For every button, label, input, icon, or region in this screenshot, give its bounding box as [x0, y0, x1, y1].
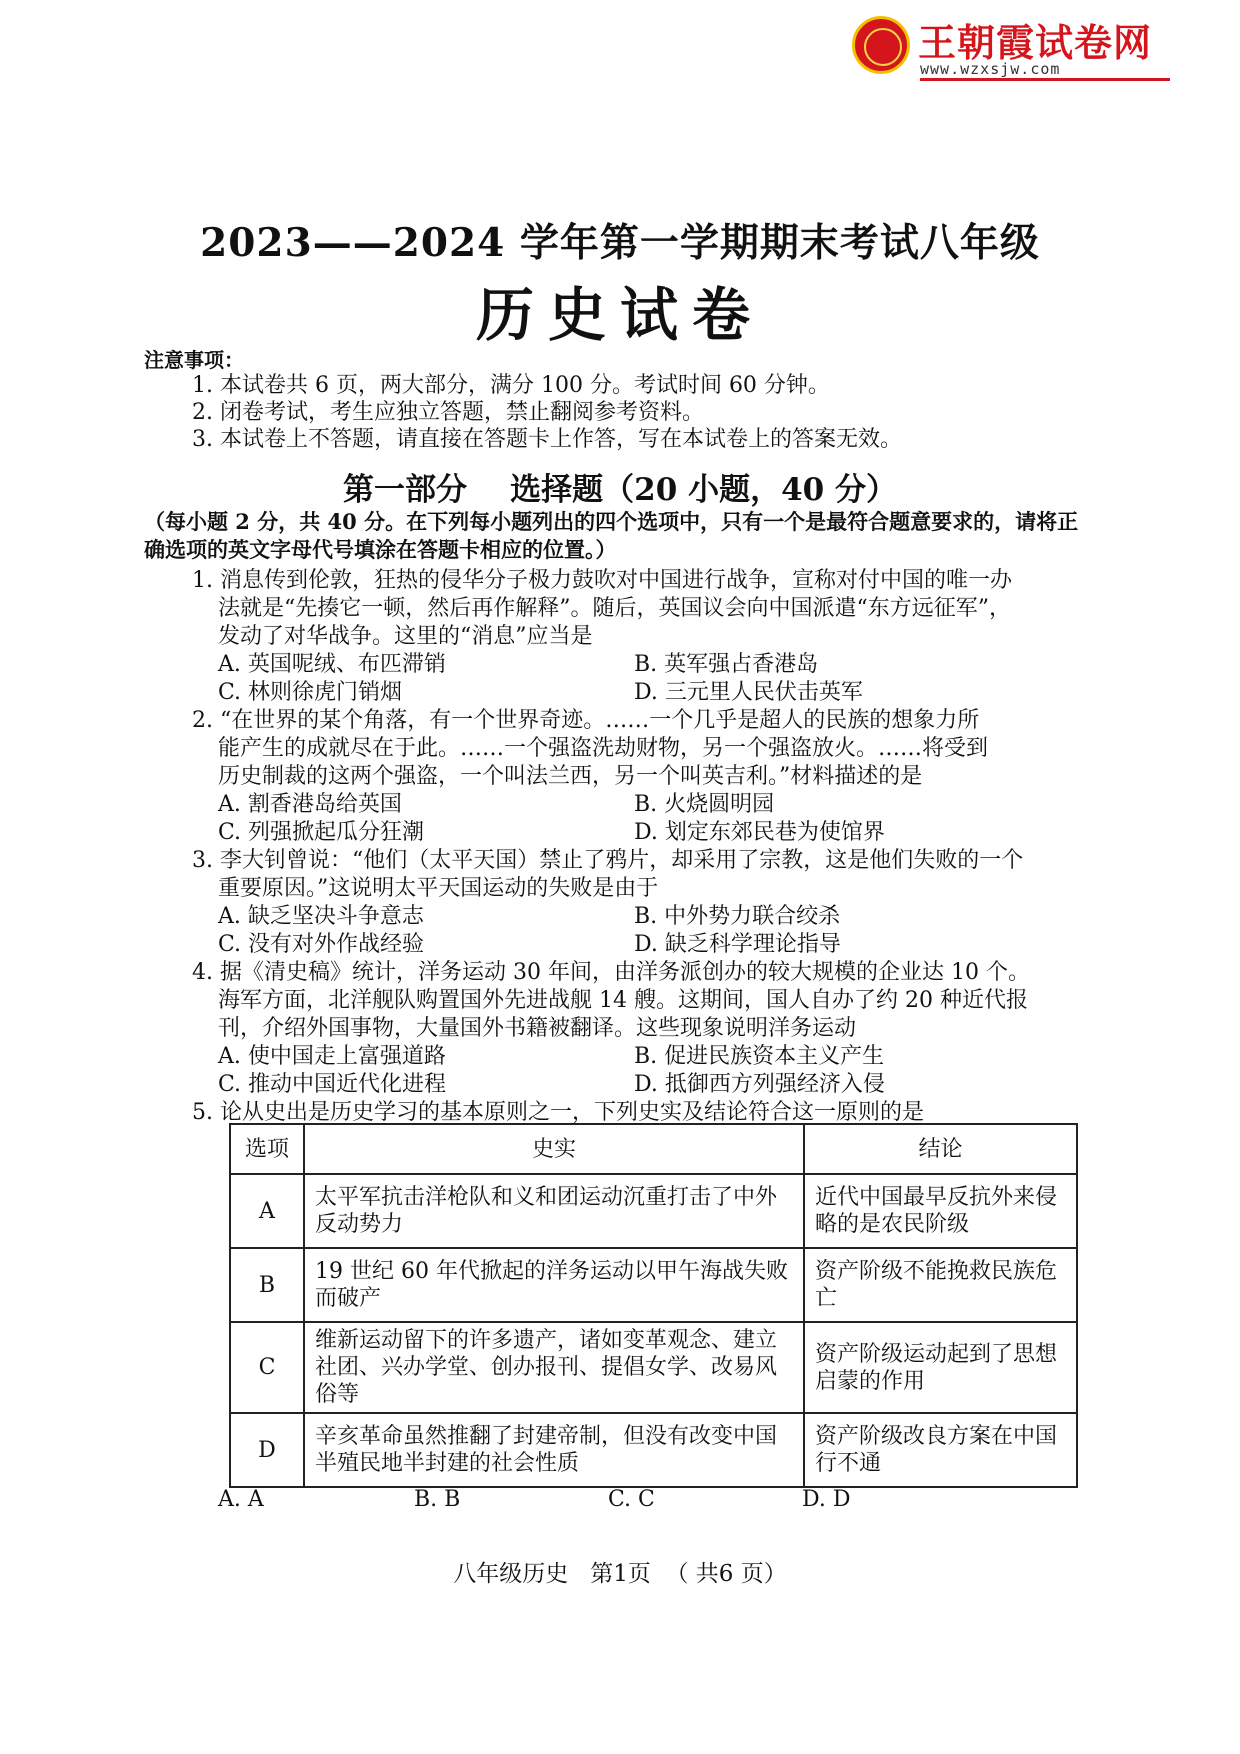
question-4-option-c: C. 推动中国近代化进程: [218, 1072, 447, 1097]
question-1-stem: 法就是“先揍它一顿，然后再作解释”。随后，英国议会向中国派遣“东方远征军”，: [218, 596, 1011, 621]
table-header-cell: 结论: [804, 1124, 1077, 1174]
question-3-option-c: C. 没有对外作战经验: [218, 932, 425, 957]
section-instruction: （每小题 2 分，共 40 分。在下列每小题列出的四个选项中，只有一个是最符合题意要求的，请将正确选项的英文字母代号填涂在答题卡相应的位置。）: [144, 509, 1079, 562]
question-1-option-a: A. 英国呢绒、布匹滞销: [218, 652, 446, 677]
table-cell-option: C: [230, 1322, 304, 1413]
table-row: [230, 1322, 1077, 1413]
table-cell-conclusion: 资产阶级运动起到了思想启蒙的作用: [804, 1322, 1077, 1413]
history-table: [229, 1123, 1078, 1488]
question-3-option-b: B. 中外势力联合绞杀: [634, 904, 841, 929]
question-2-option-d: D. 划定东郊民巷为使馆界: [634, 820, 885, 845]
question-3-stem: 重要原因。”这说明太平天国运动的失败是由于: [218, 876, 659, 901]
notice-heading: 注意事项：: [144, 348, 244, 372]
question-3-option-a: A. 缺乏坚决斗争意志: [218, 904, 424, 929]
exam-title-line2: 历史试卷: [475, 281, 764, 349]
table-cell-option: A: [230, 1174, 304, 1248]
table-cell-conclusion: 近代中国最早反抗外来侵略的是农民阶级: [804, 1174, 1077, 1248]
notice-item: 3. 本试卷上不答题，请直接在答题卡上作答，写在本试卷上的答案无效。: [192, 427, 902, 452]
question-4-stem: 海军方面，北洋舰队购置国外先进战舰 14 艘。这期间，国人自办了约 20 种近代报: [218, 988, 1028, 1013]
table-row: [230, 1248, 1077, 1322]
notice-item: 1. 本试卷共 6 页，两大部分，满分 100 分。考试时间 60 分钟。: [192, 373, 830, 398]
question-2-stem: 2. “在世界的某个角落，有一个世界奇迹。……一个几乎是超人的民族的想象力所: [192, 708, 980, 733]
question-4-option-a: A. 使中国走上富强道路: [218, 1044, 446, 1069]
table-cell-option: B: [230, 1248, 304, 1322]
question-5-option-c: C. C: [608, 1487, 655, 1512]
exam-title-line1: 2023——2024 学年第一学期期末考试八年级: [200, 220, 1040, 266]
question-5-option-d: D. D: [802, 1487, 851, 1512]
table-cell-option: D: [230, 1413, 304, 1487]
question-2-option-c: C. 列强掀起瓜分狂潮: [218, 820, 425, 845]
question-5-option-a: A. A: [218, 1487, 264, 1512]
question-4-option-b: B. 促进民族资本主义产生: [634, 1044, 885, 1069]
question-1-stem: 发动了对华战争。这里的“消息”应当是: [218, 624, 593, 649]
section-title: 第一部分 选择题（20 小题，40 分）: [342, 472, 898, 508]
table-cell-fact: 维新运动留下的许多遗产，诸如变革观念、建立社团、兴办学堂、创办报刊、提倡女学、改易风俗等: [304, 1322, 804, 1413]
question-2-option-a: A. 割香港岛给英国: [218, 792, 402, 817]
table-cell-conclusion: 资产阶级不能挽救民族危亡: [804, 1248, 1077, 1322]
table-header-cell: 史实: [304, 1124, 804, 1174]
question-4-option-d: D. 抵御西方列强经济入侵: [634, 1072, 885, 1097]
question-1-option-c: C. 林则徐虎门销烟: [218, 680, 403, 705]
question-4-stem: 刊，介绍外国事物，大量国外书籍被翻译。这些现象说明洋务运动: [218, 1016, 857, 1041]
table-header-row: [230, 1124, 1077, 1174]
table-cell-conclusion: 资产阶级改良方案在中国行不通: [804, 1413, 1077, 1487]
question-3-option-d: D. 缺乏科学理论指导: [634, 932, 841, 957]
table-row: [230, 1174, 1077, 1248]
table-row: [230, 1413, 1077, 1487]
question-2-stem: 能产生的成就尽在于此。……一个强盗洗劫财物，另一个强盗放火。……将受到: [218, 736, 989, 761]
question-3-stem: 3. 李大钊曾说：“他们（太平天国）禁止了鸦片，却采用了宗教，这是他们失败的一个: [192, 848, 1024, 873]
table-cell-fact: 辛亥革命虽然推翻了封建帝制，但没有改变中国半殖民地半封建的社会性质: [304, 1413, 804, 1487]
notice-item: 2. 闭卷考试，考生应独立答题，禁止翻阅参考资料。: [192, 400, 704, 425]
logo-underline: [920, 78, 1170, 81]
question-1-option-d: D. 三元里人民伏击英军: [634, 680, 863, 705]
question-5-option-b: B. B: [414, 1487, 461, 1512]
question-2-stem: 历史制裁的这两个强盗，一个叫法兰西，另一个叫英吉利。”材料描述的是: [218, 764, 923, 789]
page-footer: 八年级历史 第1页 （ 共6 页）: [453, 1561, 787, 1587]
question-1-option-b: B. 英军强占香港岛: [634, 652, 819, 677]
question-4-stem: 4. 据《清史稿》统计，洋务运动 30 年间，由洋务派创办的较大规模的企业达 10 个。: [192, 960, 1030, 985]
logo-url: www.wzxsjw.com: [920, 60, 1061, 78]
question-5-stem: 5. 论从史出是历史学习的基本原则之一，下列史实及结论符合这一原则的是: [192, 1100, 924, 1125]
table-cell-fact: 太平军抗击洋枪队和义和团运动沉重打击了中外反动势力: [304, 1174, 804, 1248]
table-header-cell: 选项: [230, 1124, 304, 1174]
seal-icon: [852, 16, 910, 74]
logo-name: 王朝霞试卷网: [918, 21, 1153, 65]
table-cell-fact: 19 世纪 60 年代掀起的洋务运动以甲午海战失败而破产: [304, 1248, 804, 1322]
question-2-option-b: B. 火烧圆明园: [634, 792, 775, 817]
question-1-stem: 1. 消息传到伦敦，狂热的侵华分子极力鼓吹对中国进行战争，宣称对付中国的唯一办: [192, 568, 1012, 593]
site-logo: [852, 12, 1172, 82]
